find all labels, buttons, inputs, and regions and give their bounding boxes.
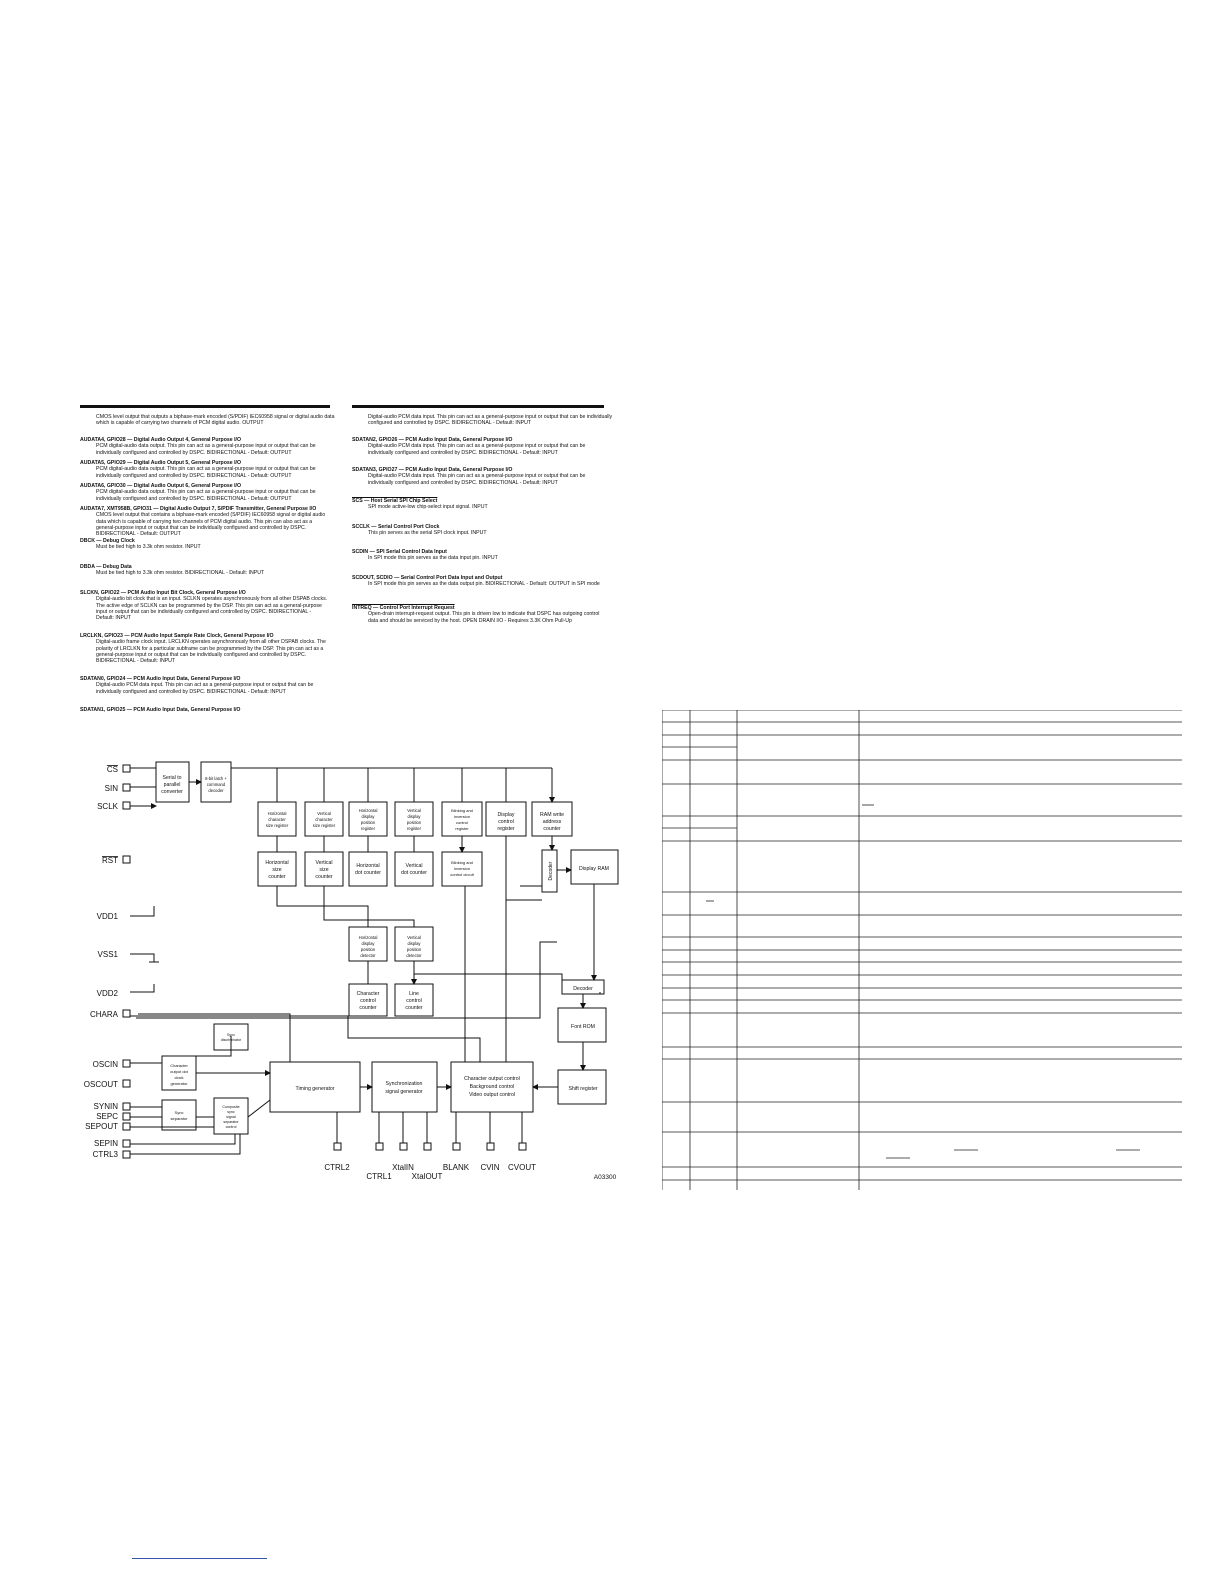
pin-entry (80, 590, 330, 621)
svg-text:sync: sync (227, 1110, 235, 1114)
svg-text:Background control: Background control (469, 1084, 515, 1090)
svg-text:size: size (319, 867, 329, 873)
pin-entry (352, 498, 604, 511)
svg-text:Synchronization: Synchronization (385, 1081, 423, 1087)
pin-entry (352, 605, 604, 624)
svg-text:Blinking and: Blinking and (451, 808, 473, 813)
svg-text:inversion: inversion (453, 866, 471, 871)
pin-entry (352, 575, 604, 588)
svg-text:RST: RST (102, 856, 118, 865)
svg-text:control circuit: control circuit (450, 872, 474, 877)
svg-text:counter: counter (359, 1005, 377, 1011)
svg-text:SEPIN: SEPIN (93, 1139, 118, 1148)
pin-heading: DBCK — Debug Clock (80, 538, 135, 544)
svg-text:discriminator: discriminator (220, 1038, 242, 1042)
right-intro: Digital-audio PCM data input. This pin can act as a general-purpose input or output that can be individually configured and controlled by DSPC. BIDIRECTIONAL - Default: INPUT (368, 414, 613, 427)
pin-table (662, 710, 1182, 1195)
svg-text:counter: counter (315, 874, 333, 880)
svg-text:CTRL1: CTRL1 (366, 1172, 392, 1181)
svg-text:clock: clock (174, 1075, 184, 1080)
svg-text:separator: separator (170, 1116, 188, 1121)
pin-description: Must be tied high to 3.3k ohm resistor. BIDIRECTIONAL - Default: INPUT (96, 570, 265, 577)
svg-text:character: character (268, 817, 286, 822)
svg-text:dot counter: dot counter (401, 870, 427, 876)
svg-text:converter: converter (161, 789, 183, 795)
pin-entry (80, 483, 330, 502)
pin-entry (352, 549, 604, 562)
svg-text:position: position (406, 820, 422, 825)
pin-description: Digital-audio frame clock input. LRCLKN operates asynchronously from all other DSPAB clocks. The polarity of LRCLKN for a particular subframe can be programmed by the DSP. This pin can act as a general-purpose input or output that can be individually configured and controlled by DSPC. BIDIRECTIONAL - Default: INPUT (96, 639, 326, 665)
svg-text:control: control (406, 998, 422, 1004)
svg-text:control: control (455, 820, 469, 825)
pin-entry (80, 633, 330, 664)
svg-text:Line: Line (409, 991, 419, 997)
svg-text:register: register (407, 826, 421, 831)
svg-text:Composite: Composite (222, 1105, 240, 1109)
pin-description: SPI mode active-low chip-select input signal. INPUT (368, 504, 488, 511)
svg-text:Character: Character (170, 1063, 188, 1068)
pin-table-grid (662, 710, 1182, 1190)
svg-text:Display RAM: Display RAM (579, 866, 609, 872)
pin-entry (80, 460, 330, 479)
pin-heading: AUDATA6, GPIO30 — Digital Audio Output 6, General Purpose I/O (80, 483, 242, 489)
svg-text:Character: Character (356, 991, 380, 997)
pin-description: Digital-audio PCM data input. This pin can act as a general-purpose input or output that can be individually configured and controlled by DSPC. BIDIRECTIONAL - Default: INPUT (368, 443, 586, 456)
svg-text:Display: Display (497, 812, 515, 818)
svg-text:BLANK: BLANK (442, 1163, 470, 1172)
svg-text:Horizontal: Horizontal (358, 935, 378, 940)
svg-text:Horizontal: Horizontal (358, 808, 378, 813)
svg-text:Vertical: Vertical (405, 863, 423, 869)
pin-entry (352, 467, 604, 486)
pin-description: Open-drain interrupt-request output. This pin is driven low to indicate that DSPC has outgoing control data and should be serviced by the host. OPEN DRAIN I/O - Requires 3.3K Ohm Pull-Up (368, 611, 600, 624)
svg-text:Horizontal: Horizontal (267, 811, 287, 816)
pin-entry (352, 524, 604, 537)
pin-heading: DBDA — Debug Data (80, 564, 132, 570)
svg-text:Vertical: Vertical (407, 808, 421, 813)
svg-text:register: register (497, 826, 515, 832)
svg-text:Horizontal: Horizontal (265, 860, 289, 866)
svg-text:counter: counter (268, 874, 286, 880)
pin-description: Must be tied high to 3.3k ohm resistor. INPUT (96, 544, 201, 551)
svg-text:signal: signal (226, 1115, 236, 1119)
pin-heading: AUDATA5, GPIO29 — Digital Audio Output 5, General Purpose I/O (80, 460, 242, 466)
pin-description: Digital-audio bit clock that is an input. SCLKN operates asynchronously from all other DSPAB clocks. The active edge of SCLKN can be programmed by the DSP. This pin can act as a general-purpose input or output that can be individually configured and controlled by DSPC. BIDIRECTIONAL - Default: INPUT (96, 596, 328, 622)
svg-text:Decoder: Decoder (548, 861, 554, 881)
left-intro: CMOS level output that outputs a biphase-mark encoded (S/PDIF) IEC60958 signal or digital audio data which is capable of carrying two channels of PCM digital audio. OUTPUT (96, 414, 335, 427)
block-diagram (80, 760, 640, 1190)
pin-heading: AUDATA7, XMT958B, GPIO31 — Digital Audio Output 7, S/PDIF Transmitter, General Purpose I/O (80, 506, 317, 512)
pin-entry (80, 707, 330, 713)
svg-text:separator: separator (223, 1120, 239, 1124)
pin-description: Digital-audio PCM data input. This pin can act as a general-purpose input or output that can be individually configured and controlled by DSPC. BIDIRECTIONAL - Default: INPUT (368, 473, 586, 486)
svg-text:Vertical: Vertical (315, 860, 333, 866)
svg-text:SEPC: SEPC (96, 1112, 118, 1121)
svg-text:Character output control: Character output control (464, 1076, 520, 1082)
svg-text:generator: generator (170, 1081, 188, 1086)
pin-heading: SDATAN2, GPIO26 — PCM Audio Input Data, General Purpose I/O (352, 437, 513, 443)
pin-entry (80, 506, 330, 537)
pin-entry (80, 437, 330, 456)
svg-text:A03300: A03300 (593, 1174, 617, 1181)
svg-text:address: address (542, 819, 562, 825)
pin-description: This pin serves as the serial SPI clock input. INPUT (368, 530, 487, 537)
pin-heading: SCDIN — SPI Serial Control Data Input (352, 549, 447, 555)
svg-text:character: character (315, 817, 333, 822)
pin-entry (80, 564, 330, 577)
svg-text:SEPOUT: SEPOUT (85, 1122, 118, 1131)
pin-entry (80, 538, 330, 551)
svg-text:SCLK: SCLK (97, 802, 118, 811)
pin-heading: SCCLK — Serial Control Port Clock (352, 524, 440, 530)
block-diagram-svg (80, 760, 640, 1190)
svg-text:control: control (360, 998, 376, 1004)
svg-text:size: size (272, 867, 282, 873)
svg-text:RAM write: RAM write (540, 812, 564, 818)
footer-link-underline (132, 1558, 267, 1559)
svg-text:position: position (406, 947, 422, 952)
svg-text:control: control (225, 1125, 237, 1129)
svg-text:counter: counter (405, 1005, 423, 1011)
pin-description: PCM digital-audio data output. This pin can act as a general-purpose input or output that can be individually configured and controlled by DSPC. BIDIRECTIONAL - Default: OUTPUT (96, 466, 316, 479)
svg-text:VDD2: VDD2 (96, 989, 118, 998)
svg-text:inversion: inversion (453, 814, 471, 819)
svg-text:Vertical: Vertical (317, 811, 331, 816)
svg-text:OSCOUT: OSCOUT (83, 1080, 118, 1089)
pin-description: PCM digital-audio data output. This pin can act as a general-purpose input or output that can be individually configured and controlled by DSPC. BIDIRECTIONAL - Default: OUTPUT (96, 489, 316, 502)
svg-text:Sync: Sync (227, 1033, 235, 1037)
svg-text:8-bit latch +: 8-bit latch + (205, 776, 227, 781)
svg-text:decoder: decoder (208, 788, 224, 793)
pin-description: PCM digital-audio data output. This pin can act as a general-purpose input or output that can be individually configured and controlled by DSPC. BIDIRECTIONAL - Default: OUTPUT (96, 443, 316, 456)
svg-text:Sync: Sync (174, 1110, 184, 1115)
svg-text:CTRL2: CTRL2 (324, 1163, 350, 1172)
left-column-rule (80, 405, 330, 408)
svg-text:register: register (361, 826, 375, 831)
svg-text:display: display (361, 814, 375, 819)
svg-text:counter: counter (543, 826, 561, 832)
pin-description: In SPI mode this pin serves as the data input pin. INPUT (368, 555, 498, 562)
svg-text:Horizontal: Horizontal (356, 863, 380, 869)
pin-description: Digital-audio PCM data input. This pin can act as a general-purpose input or output that can be individually configured and controlled by DSPC. BIDIRECTIONAL - Default: INPUT (96, 682, 314, 695)
svg-text:SIN: SIN (104, 784, 118, 793)
svg-text:Video output control: Video output control (468, 1092, 516, 1098)
svg-text:Font ROM: Font ROM (571, 1024, 595, 1030)
svg-text:VDD1: VDD1 (96, 912, 118, 921)
svg-text:display: display (361, 941, 375, 946)
pin-entry (80, 676, 330, 695)
svg-text:position: position (360, 820, 376, 825)
pin-heading: LRCLKN, GPIO23 — PCM Audio Input Sample Rate Clock, General Purpose I/O (80, 633, 274, 639)
svg-text:SYNIN: SYNIN (93, 1102, 118, 1111)
svg-text:output dot: output dot (170, 1069, 188, 1074)
svg-text:CTRL3: CTRL3 (92, 1150, 118, 1159)
svg-text:Timing generator: Timing generator (295, 1086, 335, 1092)
svg-text:XtalIN: XtalIN (392, 1163, 414, 1172)
svg-text:OSCIN: OSCIN (92, 1060, 118, 1069)
svg-text:signal generator: signal generator (385, 1089, 423, 1095)
svg-text:size register: size register (312, 823, 336, 828)
pin-heading: SLCKN, GPIO22 — PCM Audio Input Bit Clock, General Purpose I/O (80, 590, 246, 596)
svg-text:position: position (360, 947, 376, 952)
svg-text:display: display (407, 941, 421, 946)
svg-text:CHARA: CHARA (89, 1010, 118, 1019)
svg-text:display: display (407, 814, 421, 819)
pin-heading: SDATAN3, GPIO27 — PCM Audio Input Data, General Purpose I/O (352, 467, 513, 473)
pin-heading: SDATAN0, GPIO24 — PCM Audio Input Data, General Purpose I/O (80, 676, 241, 682)
pin-heading: SDATAN1, GPIO25 — PCM Audio Input Data, General Purpose I/O (80, 707, 241, 713)
svg-text:command: command (206, 782, 226, 787)
svg-text:control: control (498, 819, 514, 825)
pin-heading: SCS — Host Serial SPI Chip Select (352, 498, 438, 504)
svg-text:CVOUT: CVOUT (508, 1163, 536, 1172)
svg-text:size register: size register (265, 823, 289, 828)
svg-text:dot counter: dot counter (355, 870, 381, 876)
svg-text:CS: CS (106, 765, 118, 774)
right-column-rule (352, 405, 604, 408)
svg-text:parallel: parallel (163, 782, 181, 788)
svg-text:detector: detector (360, 953, 376, 958)
pin-heading: AUDATA4, GPIO28 — Digital Audio Output 4, General Purpose I/O (80, 437, 242, 443)
svg-text:Shift register: Shift register (568, 1086, 598, 1092)
pin-description: CMOS level output that contains a biphase-mark encoded (S/PDIF) IEC60958 signal or digital audio data which is capable of carrying two channels of PCM digital audio. This pin can also act as a general-purpose input or output that can be individually configured and controlled by DSPC. BIDIRECTIONAL - Default: OUTPUT (96, 512, 326, 538)
svg-text:XtalOUT: XtalOUT (411, 1172, 443, 1181)
svg-text:CVIN: CVIN (480, 1163, 500, 1172)
pin-heading: INTREQ — Control Port Interrupt Request (352, 605, 455, 611)
svg-text:Blinking and: Blinking and (451, 860, 473, 865)
pin-heading: SCDOUT, SCDIO — Serial Control Port Data Input and Output (352, 575, 503, 581)
svg-text:Decoder: Decoder (573, 986, 593, 992)
svg-text:VSS1: VSS1 (97, 950, 118, 959)
pin-description: In SPI mode this pin serves as the data output pin. BIDIRECTIONAL - Default: OUTPUT in SPI mode (368, 581, 600, 588)
svg-text:Serial to: Serial to (162, 775, 182, 781)
svg-text:detector: detector (406, 953, 422, 958)
pin-entry (352, 437, 604, 456)
svg-text:register: register (455, 826, 469, 831)
svg-text:Vertical: Vertical (407, 935, 421, 940)
